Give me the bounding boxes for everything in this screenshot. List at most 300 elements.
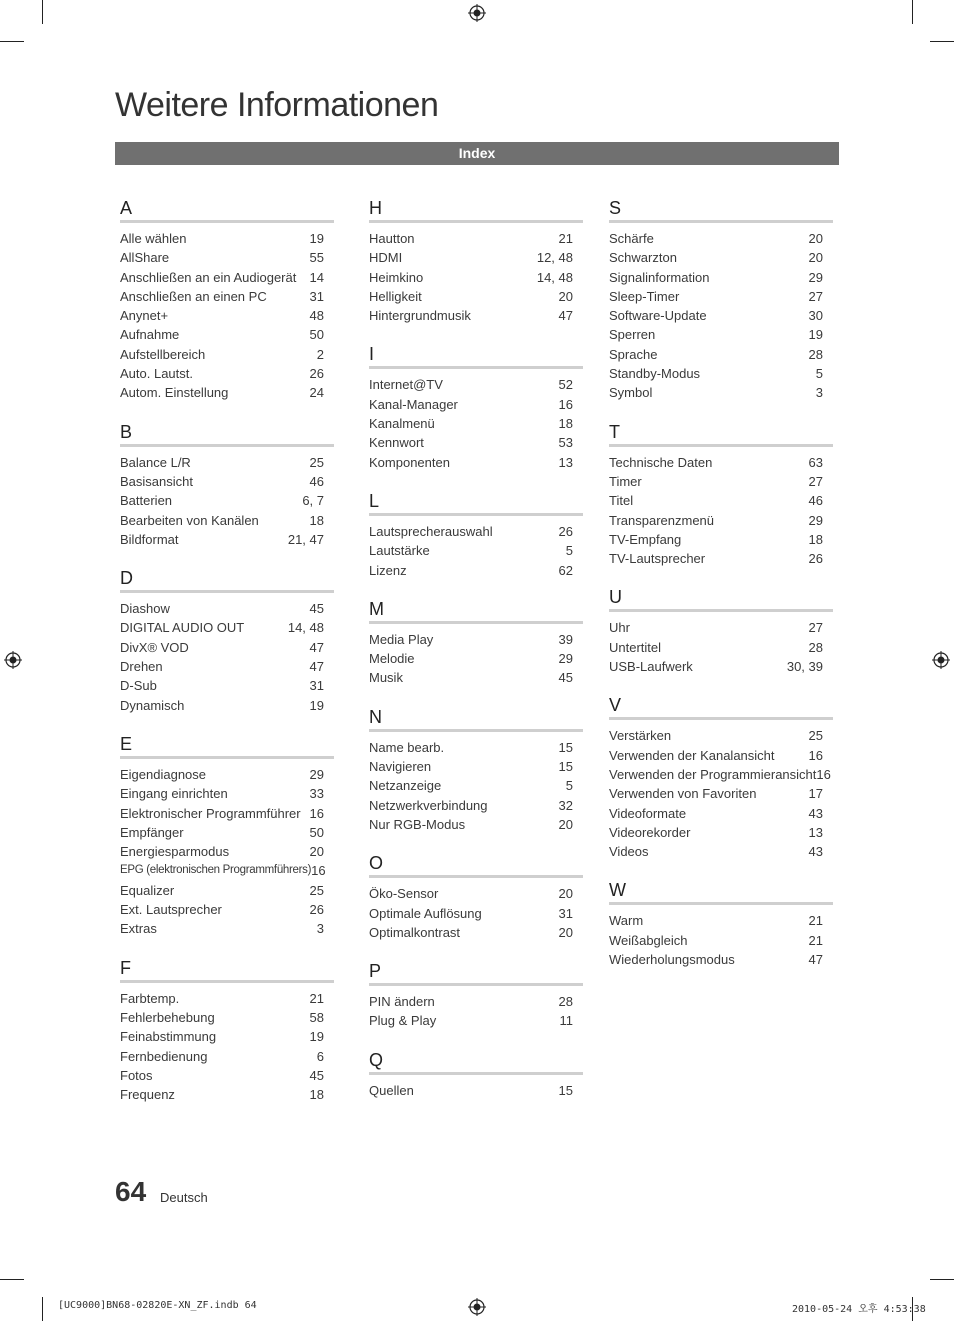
- index-entry-page: 39: [558, 631, 573, 647]
- index-letter-heading: S: [609, 196, 833, 223]
- index-entry-term: Optimalkontrast: [369, 924, 461, 940]
- crop-mark: [42, 1297, 43, 1321]
- index-entry-page: 58: [309, 1009, 324, 1025]
- index-entry: [369, 776, 583, 795]
- index-entry-page: 27: [808, 620, 823, 636]
- index-entry-term: Hintergrundmusik: [369, 308, 471, 324]
- index-entry-page: 15: [558, 739, 573, 755]
- index-entry-term: Timer: [609, 473, 642, 489]
- index-entry-term: Name bearb.: [369, 739, 445, 755]
- index-entry-term: Sleep-Timer: [609, 288, 680, 304]
- index-letter-heading: E: [120, 732, 334, 759]
- index-entry: [609, 306, 833, 325]
- index-entry-page: 25: [309, 454, 324, 470]
- index-entry-term: Fernbedienung: [120, 1048, 208, 1064]
- index-entry-term: D-Sub: [120, 678, 157, 694]
- index-entry-term: Titel: [609, 493, 634, 509]
- index-entry-page: 15: [558, 1082, 573, 1098]
- index-entry-page: 24: [309, 385, 324, 401]
- index-entry-page: 19: [309, 1029, 324, 1045]
- index-entry-page: 45: [558, 670, 573, 686]
- index-entry-page: 45: [309, 601, 324, 617]
- index-entry-page: 14, 48: [287, 620, 324, 636]
- index-entry-term: Dynamisch: [120, 697, 185, 713]
- index-entry: [120, 287, 334, 306]
- index-entry-term: Netzwerkverbindung: [369, 797, 488, 813]
- index-entry-page: 20: [558, 924, 573, 940]
- index-entry-page: 18: [558, 416, 573, 432]
- index-entry: [369, 453, 583, 472]
- index-entry-term: Komponenten: [369, 454, 450, 470]
- index-entry: [120, 676, 334, 695]
- index-entry-page: 47: [309, 659, 324, 675]
- index-entry-page: 19: [309, 231, 324, 246]
- index-entry-page: 15: [558, 759, 573, 775]
- index-entry-term: Lautstärke: [369, 543, 430, 559]
- index-entry-term: Software-Update: [609, 308, 707, 324]
- index-entry-term: Symbol: [609, 385, 653, 401]
- index-section: [369, 959, 583, 1031]
- index-entry-page: 20: [558, 816, 573, 832]
- index-entry-term: EPG (elektronischen Programmführers): [120, 864, 312, 877]
- index-entry-page: 43: [808, 805, 823, 821]
- index-entry-term: Kennwort: [369, 435, 424, 451]
- index-entry-term: Extras: [120, 921, 157, 937]
- index-entry: [609, 268, 833, 287]
- index-entry: [609, 229, 833, 248]
- index-entry-page: 11: [559, 1013, 573, 1029]
- index-entry-page: 21: [808, 913, 823, 929]
- index-entry-term: Batterien: [120, 493, 173, 509]
- index-entry-term: Untertitel: [609, 639, 662, 655]
- index-entry: [120, 1066, 334, 1085]
- index-entry-page: 27: [808, 473, 823, 489]
- index-entry: [369, 541, 583, 560]
- index-entry: [120, 765, 334, 784]
- index-entry-term: Quellen: [369, 1082, 414, 1098]
- index-section: [609, 420, 833, 569]
- index-entry-term: Anschließen an ein Audiogerät: [120, 269, 297, 285]
- index-entry-page: 31: [309, 678, 324, 694]
- index-letter-heading: P: [369, 959, 583, 986]
- index-entry-page: 18: [808, 531, 823, 547]
- index-entry-page: 46: [309, 473, 324, 489]
- index-entry-page: 2: [316, 346, 324, 362]
- index-entry: [369, 1081, 583, 1100]
- index-entry: [369, 1011, 583, 1030]
- index-entry: [369, 904, 583, 923]
- registration-mark-icon: [932, 651, 950, 669]
- index-entry-page: 5: [815, 366, 823, 382]
- index-entry-term: DivX® VOD: [120, 639, 189, 655]
- index-entry-term: Alle wählen: [120, 231, 187, 246]
- index-entry: [120, 599, 334, 618]
- index-entry: [369, 649, 583, 668]
- index-entry: [609, 383, 833, 402]
- index-letter-heading: O: [369, 851, 583, 878]
- index-section: [369, 342, 583, 471]
- index-entry-term: Lizenz: [369, 562, 407, 578]
- index-entry-term: Internet@TV: [369, 377, 443, 393]
- index-entry-term: Warm: [609, 913, 644, 929]
- index-entry-term: Verwenden der Programmieransicht: [609, 766, 817, 782]
- index-entry: [120, 638, 334, 657]
- index-entry-term: Schärfe: [609, 231, 654, 246]
- index-entry: [369, 268, 583, 287]
- index-section: [369, 1048, 583, 1100]
- index-entry-term: Fehlerbehebung: [120, 1009, 215, 1025]
- index-entry: [120, 804, 334, 823]
- index-entry: [609, 911, 833, 930]
- index-column: [609, 196, 833, 986]
- index-entry-page: 47: [558, 308, 573, 324]
- index-section: [369, 851, 583, 942]
- crop-mark: [912, 0, 913, 24]
- index-letter-heading: D: [120, 566, 334, 593]
- index-entry-page: 32: [558, 797, 573, 813]
- index-entry: [609, 657, 833, 676]
- index-entry-term: Navigieren: [369, 759, 432, 775]
- index-entry: [120, 268, 334, 287]
- index-entry: [369, 229, 583, 248]
- index-entry: [120, 345, 334, 364]
- index-entry-term: Schwarzton: [609, 250, 677, 266]
- index-entry: [609, 472, 833, 491]
- index-entry-page: 63: [808, 454, 823, 470]
- index-entry-term: USB-Laufwerk: [609, 659, 693, 675]
- index-section: [120, 566, 334, 715]
- index-entry-term: Bearbeiten von Kanälen: [120, 512, 259, 528]
- crop-mark: [930, 1279, 954, 1280]
- index-entry-page: 6, 7: [302, 493, 324, 509]
- index-entry-page: 20: [558, 886, 573, 902]
- page-title: Weitere Informationen: [115, 86, 439, 124]
- index-entry-page: 31: [309, 288, 324, 304]
- index-entry-term: Frequenz: [120, 1087, 175, 1103]
- index-section: [369, 196, 583, 325]
- print-slug-file: [UC9000]BN68-02820E-XN_ZF.indb 64: [58, 1300, 257, 1311]
- index-entry-term: Verwenden der Kanalansicht: [609, 747, 775, 763]
- index-entry-term: Videos: [609, 844, 649, 860]
- index-entry-page: 16: [311, 863, 326, 879]
- index-entry-page: 14: [309, 269, 324, 285]
- index-letter-heading: I: [369, 342, 583, 369]
- index-entry: [609, 287, 833, 306]
- index-entry-term: TV-Empfang: [609, 531, 682, 547]
- index-entry: [369, 992, 583, 1011]
- index-entry-term: Heimkino: [369, 269, 424, 285]
- index-entry: [369, 796, 583, 815]
- index-entry: [369, 287, 583, 306]
- index-entry: [120, 1085, 334, 1104]
- index-letter-heading: A: [120, 196, 334, 223]
- index-entry: [609, 726, 833, 745]
- index-entry-page: 29: [309, 766, 324, 782]
- index-entry-term: Bildformat: [120, 531, 179, 547]
- index-entry: [369, 561, 583, 580]
- index-entry-term: PIN ändern: [369, 994, 435, 1010]
- index-entry-page: 17: [808, 786, 823, 802]
- index-entry-page: 5: [565, 543, 573, 559]
- index-entry-term: Wiederholungsmodus: [609, 952, 735, 968]
- index-entry: [120, 989, 334, 1008]
- index-section: [369, 597, 583, 688]
- index-entry-page: 28: [558, 994, 573, 1010]
- crop-mark: [42, 0, 43, 24]
- index-entry: [609, 325, 833, 344]
- index-entry-term: Kanalmenü: [369, 416, 435, 432]
- index-entry-page: 20: [558, 288, 573, 304]
- index-entry-page: 20: [808, 250, 823, 266]
- index-entry-page: 21, 47: [287, 531, 324, 547]
- index-entry: [609, 364, 833, 383]
- index-section: [120, 196, 334, 403]
- index-entry: [369, 815, 583, 834]
- index-entry-page: 47: [309, 639, 324, 655]
- index-entry: [369, 414, 583, 433]
- index-entry-page: 29: [558, 651, 573, 667]
- index-entry: [609, 345, 833, 364]
- index-letter-heading: Q: [369, 1048, 583, 1075]
- index-entry-term: Feinabstimmung: [120, 1029, 217, 1045]
- index-entry-page: 29: [808, 269, 823, 285]
- index-entry: [120, 248, 334, 267]
- index-entry: [369, 375, 583, 394]
- index-entry-term: Anschließen an einen PC: [120, 288, 267, 304]
- index-entry-page: 52: [558, 377, 573, 393]
- index-entry-term: Elektronischer Programmführer: [120, 805, 301, 821]
- print-slug-date: 2010-05-24 오후 4:53:38: [792, 1304, 926, 1315]
- page-number: 64: [115, 1176, 147, 1207]
- index-entry-page: 25: [309, 882, 324, 898]
- index-entry: [120, 511, 334, 530]
- index-entry-page: 3: [815, 385, 823, 401]
- index-entry: [609, 931, 833, 950]
- index-entry: [120, 453, 334, 472]
- index-entry-term: Empfänger: [120, 824, 184, 840]
- index-entry-page: 26: [558, 523, 573, 539]
- index-entry: [609, 248, 833, 267]
- index-entry-page: 6: [316, 1048, 324, 1064]
- index-entry-page: 26: [808, 551, 823, 567]
- index-entry-term: Signalinformation: [609, 269, 710, 285]
- index-entry-page: 19: [309, 697, 324, 713]
- index-entry-page: 31: [558, 905, 573, 921]
- index-entry: [120, 530, 334, 549]
- index-entry-page: 16: [808, 747, 823, 763]
- index-entry-page: 3: [316, 921, 324, 937]
- index-letter-heading: V: [609, 693, 833, 720]
- index-entry: [369, 630, 583, 649]
- index-entry-page: 28: [808, 346, 823, 362]
- index-entry-page: 62: [558, 562, 573, 578]
- index-entry: [369, 248, 583, 267]
- index-entry-page: 28: [808, 639, 823, 655]
- index-entry-term: Verwenden von Favoriten: [609, 786, 757, 802]
- index-entry-page: 53: [558, 435, 573, 451]
- index-entry-term: Media Play: [369, 631, 434, 647]
- index-letter-heading: U: [609, 585, 833, 612]
- index-entry-page: 26: [309, 366, 324, 382]
- index-entry-term: Musik: [369, 670, 403, 686]
- index-entry-term: Weißabgleich: [609, 932, 688, 948]
- index-entry: [369, 738, 583, 757]
- index-letter-heading: M: [369, 597, 583, 624]
- index-entry: [120, 1027, 334, 1046]
- index-entry-term: Sprache: [609, 346, 658, 362]
- index-entry-page: 30: [808, 308, 823, 324]
- index-entry-page: 47: [808, 952, 823, 968]
- index-entry-term: TV-Lautsprecher: [609, 551, 706, 567]
- index-entry-page: 33: [309, 786, 324, 802]
- index-entry: [609, 549, 833, 568]
- index-entry-page: 46: [808, 493, 823, 509]
- index-section: [609, 878, 833, 969]
- index-entry-term: Aufstellbereich: [120, 346, 206, 362]
- index-entry-term: Optimale Auflösung: [369, 905, 482, 921]
- index-entry: [120, 861, 334, 880]
- index-letter-heading: B: [120, 420, 334, 447]
- index-entry-term: Diashow: [120, 601, 170, 617]
- index-entry-page: 55: [309, 250, 324, 266]
- index-entry-term: Transparenzmenü: [609, 512, 715, 528]
- index-entry: [120, 842, 334, 861]
- index-entry: [369, 306, 583, 325]
- index-entry: [120, 919, 334, 938]
- index-entry-term: Helligkeit: [369, 288, 422, 304]
- index-entry-term: Videoformate: [609, 805, 687, 821]
- index-entry: [609, 823, 833, 842]
- index-entry: [120, 900, 334, 919]
- index-entry-term: Farbtemp.: [120, 990, 180, 1006]
- index-entry: [609, 453, 833, 472]
- index-entry-term: Equalizer: [120, 882, 175, 898]
- index-entry: [609, 784, 833, 803]
- index-entry-term: Fotos: [120, 1067, 153, 1083]
- index-entry-page: 21: [309, 990, 324, 1006]
- registration-mark-icon: [468, 1298, 486, 1316]
- index-entry: [609, 765, 833, 784]
- index-entry: [120, 1047, 334, 1066]
- index-letter-heading: F: [120, 956, 334, 983]
- index-entry-term: Auto. Lautst.: [120, 366, 193, 382]
- index-entry: [120, 1008, 334, 1027]
- index-entry-page: 16: [558, 396, 573, 412]
- index-entry-page: 20: [309, 844, 324, 860]
- index-section: [369, 705, 583, 834]
- crop-mark: [0, 1279, 24, 1280]
- index-entry: [120, 657, 334, 676]
- index-section: [120, 956, 334, 1105]
- index-entry-term: Eigendiagnose: [120, 766, 207, 782]
- index-entry: [120, 823, 334, 842]
- index-entry: [120, 618, 334, 637]
- index-letter-heading: N: [369, 705, 583, 732]
- index-letter-heading: L: [369, 489, 583, 516]
- index-entry: [120, 229, 334, 248]
- index-entry-term: Anynet+: [120, 308, 169, 324]
- index-entry-term: Drehen: [120, 659, 163, 675]
- registration-mark-icon: [468, 4, 486, 22]
- index-entry: [609, 842, 833, 861]
- crop-mark: [930, 41, 954, 42]
- index-entry-term: AllShare: [120, 250, 170, 266]
- index-entry-page: 43: [808, 844, 823, 860]
- index-entry-page: 30, 39: [786, 659, 823, 675]
- index-entry-page: 27: [808, 288, 823, 304]
- index-column: [120, 196, 334, 1121]
- index-entry-page: 45: [309, 1067, 324, 1083]
- index-section: [609, 693, 833, 861]
- index-entry-term: Videorekorder: [609, 824, 691, 840]
- index-entry-page: 25: [808, 728, 823, 744]
- index-entry-page: 5: [565, 778, 573, 794]
- index-entry-term: Netzanzeige: [369, 778, 442, 794]
- index-entry-page: 20: [808, 231, 823, 246]
- index-entry-page: 48: [309, 308, 324, 324]
- index-entry-term: Standby-Modus: [609, 366, 701, 382]
- index-entry-page: 13: [808, 824, 823, 840]
- index-entry: [120, 383, 334, 402]
- index-section: [369, 489, 583, 580]
- index-entry-page: 18: [309, 1087, 324, 1103]
- index-entry-page: 50: [309, 327, 324, 343]
- index-entry-term: Uhr: [609, 620, 630, 636]
- index-entry-term: Technische Daten: [609, 454, 713, 470]
- index-entry: [369, 522, 583, 541]
- index-entry-term: DIGITAL AUDIO OUT: [120, 620, 245, 636]
- index-entry: [120, 696, 334, 715]
- index-entry-term: Basisansicht: [120, 473, 193, 489]
- index-entry-page: 26: [309, 902, 324, 918]
- index-entry-term: Nur RGB-Modus: [369, 816, 466, 832]
- index-entry: [369, 668, 583, 687]
- index-entry-term: Öko-Sensor: [369, 886, 439, 902]
- index-entry: [609, 530, 833, 549]
- index-entry-term: Balance L/R: [120, 454, 191, 470]
- page-language: Deutsch: [160, 1190, 208, 1205]
- index-column: [369, 196, 583, 1117]
- index-entry: [609, 950, 833, 969]
- index-entry-page: 16: [816, 766, 831, 782]
- index-entry: [609, 638, 833, 657]
- index-entry: [120, 306, 334, 325]
- index-entry-term: Melodie: [369, 651, 415, 667]
- index-entry-page: 50: [309, 824, 324, 840]
- index-header-bar: Index: [115, 142, 839, 165]
- index-entry-term: Sperren: [609, 327, 656, 343]
- index-entry-term: Plug & Play: [369, 1013, 437, 1029]
- crop-mark: [0, 41, 24, 42]
- index-entry-term: Lautsprecherauswahl: [369, 523, 493, 539]
- index-entry-page: 21: [558, 231, 573, 246]
- index-section: [609, 585, 833, 676]
- index-entry-page: 16: [309, 805, 324, 821]
- index-entry-term: Aufnahme: [120, 327, 180, 343]
- index-letter-heading: H: [369, 196, 583, 223]
- index-entry: [609, 511, 833, 530]
- registration-mark-icon: [4, 651, 22, 669]
- index-letter-heading: T: [609, 420, 833, 447]
- index-entry-term: Hautton: [369, 231, 415, 246]
- index-entry: [120, 325, 334, 344]
- index-entry: [369, 395, 583, 414]
- index-entry-page: 14, 48: [536, 269, 573, 285]
- index-entry-page: 18: [309, 512, 324, 528]
- index-entry: [120, 881, 334, 900]
- index-entry-page: 12, 48: [536, 250, 573, 266]
- index-section: [120, 420, 334, 549]
